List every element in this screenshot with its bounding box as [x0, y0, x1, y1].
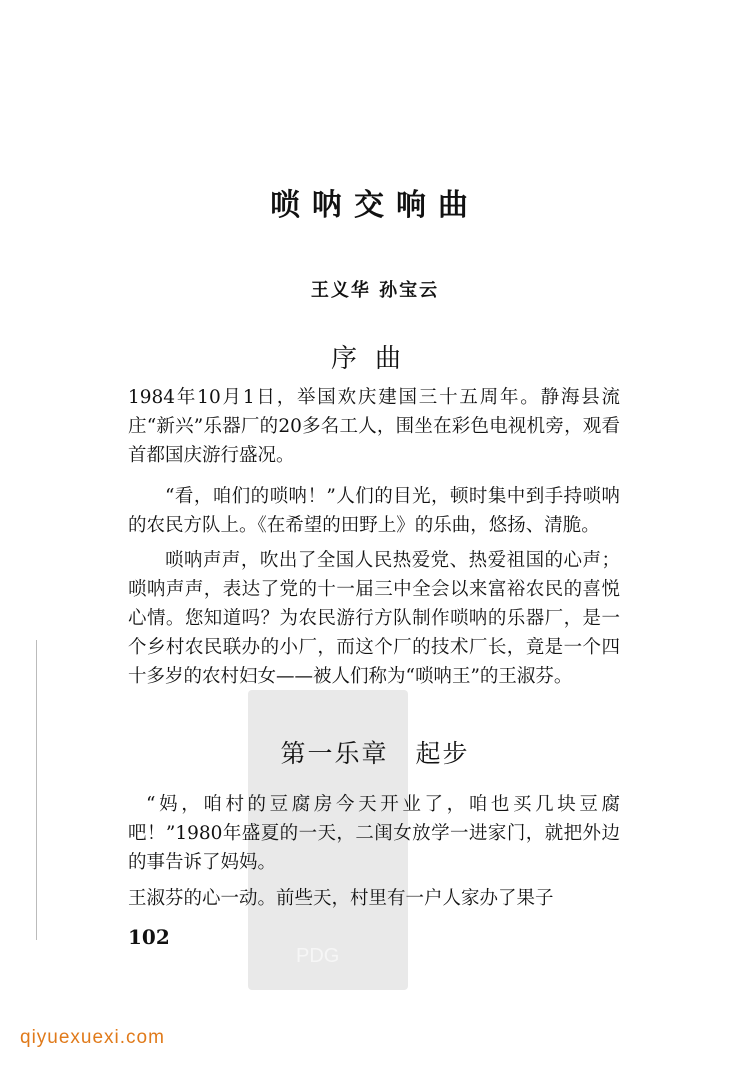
watermark-text: PDG: [296, 945, 340, 967]
chapter-paragraph-1: “妈，咱村的豆腐房今天开业了，咱也买几块豆腐吧！”1980年盛夏的一天，二闺女放学一进家门，就把外边的事告诉了妈妈。: [128, 794, 620, 873]
article-authors: 王义华 孙宝云: [310, 280, 440, 301]
prelude-paragraph-2: “看，咱们的唢呐！”人们的目光，顿时集中到手持唢呐的农民方队上。《在希望的田野上》的乐曲，悠扬、清脆。: [128, 486, 620, 536]
site-watermark-url: qiyuexuexi.com: [20, 1027, 165, 1048]
page-edge-line: [36, 640, 37, 940]
prelude-paragraph-3: 唢呐声声，吹出了全国人民热爱党、热爱祖国的心声；唢呐声声，表达了党的十一届三中全会以来富裕农民的喜悦心情。您知道吗？为农民游行方队制作唢呐的乐器厂，是一个乡村农民联办的小厂，而这个厂的技术厂长，竟是一个四十多岁的农村妇女——被人们称为“唢呐王”的王淑芬。: [128, 550, 620, 687]
article-title: 唢呐交响曲: [270, 188, 480, 223]
page-number: 102: [128, 925, 170, 949]
prelude-paragraph-1: 1984年10月1日，举国欢庆建国三十五周年。静海县流庄“新兴”乐器厂的20多名工人，围坐在彩色电视机旁，观看首都国庆游行盛况。: [128, 387, 620, 466]
chapter-heading: 第一乐章 起步: [280, 739, 470, 768]
prelude-heading: 序曲: [330, 344, 419, 374]
chapter-paragraph-2: 王淑芬的心一动。前些天，村里有一户人家办了果子: [128, 888, 554, 909]
